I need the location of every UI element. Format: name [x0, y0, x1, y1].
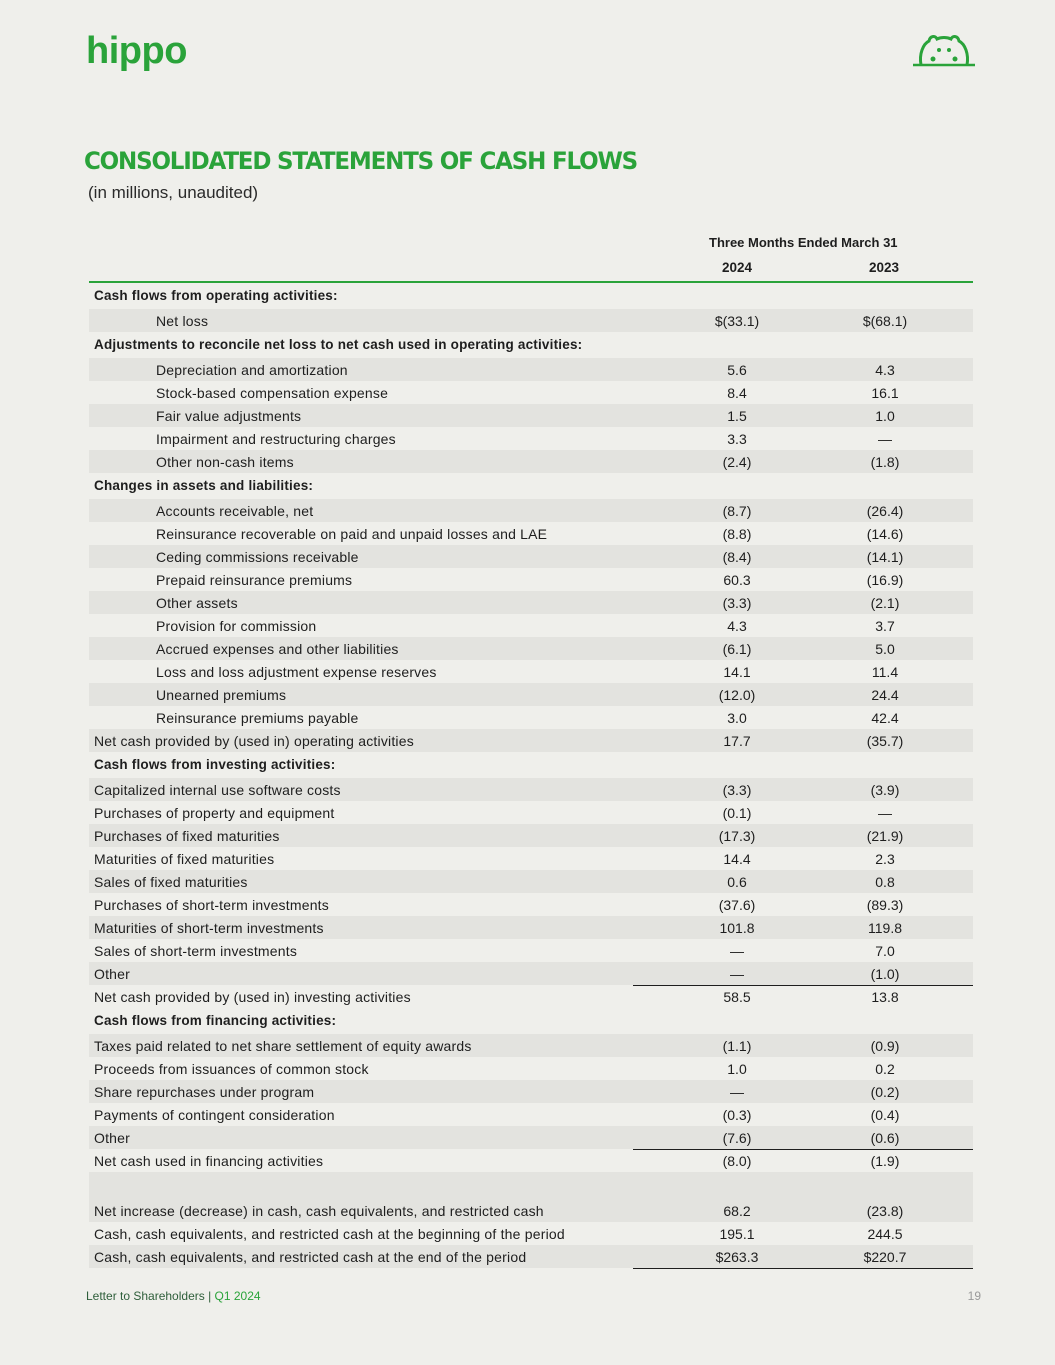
row-label: Stock-based compensation expense	[156, 384, 389, 401]
value-2024: (3.3)	[722, 781, 752, 798]
value-2024: 17.7	[723, 732, 751, 749]
value-2023: (1.0)	[870, 965, 900, 982]
section-label: Cash flows from financing activities:	[94, 1013, 337, 1028]
value-2023: (14.1)	[866, 548, 904, 565]
table-row	[89, 1222, 973, 1245]
value-2024: (2.4)	[722, 453, 752, 470]
value-2023: 4.3	[875, 361, 895, 378]
value-2023: (23.8)	[866, 1202, 904, 1219]
table-row	[89, 916, 973, 939]
row-label: Net loss	[156, 312, 209, 329]
value-2024: (8.0)	[722, 1152, 752, 1169]
table-row	[89, 1126, 973, 1149]
value-2024: 101.8	[719, 919, 755, 936]
table-row	[89, 427, 973, 450]
value-2023: 5.0	[875, 640, 895, 657]
value-2023: (14.6)	[866, 525, 904, 542]
table-year-header-row	[89, 256, 973, 283]
value-2023: (89.3)	[866, 896, 904, 913]
table-row	[89, 568, 973, 591]
row-label: Maturities of fixed maturities	[94, 850, 275, 867]
value-2023: (0.9)	[870, 1037, 900, 1054]
table-row	[89, 870, 973, 893]
row-label: Prepaid reinsurance premiums	[156, 571, 353, 588]
value-2023: (21.9)	[866, 827, 904, 844]
row-label: Provision for commission	[156, 617, 317, 634]
value-2024: 14.1	[723, 663, 751, 680]
value-2023: 119.8	[868, 919, 902, 936]
table-row	[89, 847, 973, 870]
table-row	[89, 729, 973, 752]
table-row	[89, 614, 973, 637]
value-2023: (1.8)	[870, 453, 900, 470]
value-2023: 2.3	[875, 850, 895, 867]
table-row	[89, 706, 973, 729]
row-label: Purchases of property and equipment	[94, 804, 335, 821]
row-label: Other	[94, 1129, 131, 1146]
table-row	[89, 1103, 973, 1126]
value-2024: (8.7)	[722, 502, 752, 519]
row-label: Reinsurance premiums payable	[156, 709, 359, 726]
value-2024: $(33.1)	[714, 312, 760, 329]
value-2024: (8.4)	[722, 548, 752, 565]
value-2024: 4.3	[727, 617, 747, 634]
value-2023: (0.4)	[870, 1106, 900, 1123]
table-row	[89, 358, 973, 381]
table-row	[89, 660, 973, 683]
row-label: Net cash provided by (used in) operating activities	[94, 732, 414, 749]
table-row	[89, 893, 973, 916]
value-2023: $(68.1)	[862, 312, 908, 329]
value-2024: 14.4	[723, 850, 751, 867]
value-2024: 1.5	[727, 407, 747, 424]
row-label: Reinsurance recoverable on paid and unpaid losses and LAE	[156, 525, 548, 542]
row-label: Impairment and restructuring charges	[156, 430, 396, 447]
value-2023: (1.9)	[870, 1152, 900, 1169]
row-label: Net cash provided by (used in) investing activities	[94, 988, 411, 1005]
spacer-row	[89, 1172, 973, 1199]
footer-text: Letter to Shareholders |	[86, 1289, 215, 1303]
value-2024: (37.6)	[718, 896, 756, 913]
footer-quarter: Q1 2024	[214, 1289, 261, 1303]
value-2024: —	[730, 965, 744, 982]
value-2023: 244.5	[867, 1225, 903, 1242]
row-label: Proceeds from issuances of common stock	[94, 1060, 369, 1077]
value-2023: 42.4	[871, 709, 899, 726]
value-2024: (0.3)	[722, 1106, 752, 1123]
value-2024: (1.1)	[722, 1037, 752, 1054]
row-label: Maturities of short-term investments	[94, 919, 324, 936]
value-2024: —	[730, 942, 744, 959]
value-2023: (0.6)	[870, 1129, 900, 1146]
value-2024: 3.0	[727, 709, 747, 726]
table-row	[89, 522, 973, 545]
table-row	[89, 1199, 973, 1222]
hippo-mascot-icon	[911, 32, 977, 68]
value-2024: (17.3)	[718, 827, 756, 844]
value-2023: —	[878, 804, 892, 821]
value-2024: 58.5	[723, 988, 751, 1005]
section-label: Changes in assets and liabilities:	[94, 478, 314, 493]
table-row	[89, 824, 973, 847]
table-row	[89, 637, 973, 660]
row-label: Capitalized internal use software costs	[94, 781, 341, 798]
value-2024: (8.8)	[722, 525, 752, 542]
value-2023: (3.9)	[870, 781, 900, 798]
section-label: Cash flows from investing activities:	[94, 757, 336, 772]
period-header: Three Months Ended March 31	[709, 235, 898, 250]
page-number: 19	[967, 1289, 981, 1303]
row-label: Other non-cash items	[156, 453, 294, 470]
table-row	[89, 683, 973, 706]
value-2023: $220.7	[863, 1248, 907, 1265]
section-header-row	[89, 473, 973, 499]
table-row	[89, 1034, 973, 1057]
table-row	[89, 309, 973, 332]
value-2024: —	[730, 1083, 744, 1100]
row-label: Accrued expenses and other liabilities	[156, 640, 399, 657]
hippo-logo: hippo	[86, 30, 187, 72]
row-label: Taxes paid related to net share settlement of equity awards	[94, 1037, 472, 1054]
row-label: Cash, cash equivalents, and restricted cash at the beginning of the period	[94, 1225, 565, 1242]
row-label: Depreciation and amortization	[156, 361, 348, 378]
row-label: Unearned premiums	[156, 686, 287, 703]
section-header-row	[89, 1008, 973, 1034]
value-2023: (26.4)	[866, 502, 904, 519]
value-2024: (12.0)	[718, 686, 756, 703]
row-label: Fair value adjustments	[156, 407, 302, 424]
value-2024: (0.1)	[722, 804, 752, 821]
row-label: Net increase (decrease) in cash, cash equivalents, and restricted cash	[94, 1202, 544, 1219]
table-row	[89, 1149, 973, 1172]
row-label: Ceding commissions receivable	[156, 548, 359, 565]
year-2023-header: 2023	[868, 260, 900, 275]
page-title: CONSOLIDATED STATEMENTS OF CASH FLOWS	[84, 148, 638, 176]
value-2024: 68.2	[723, 1202, 751, 1219]
table-row	[89, 545, 973, 568]
section-header-row	[89, 752, 973, 778]
value-2024: 3.3	[727, 430, 747, 447]
value-2024: (3.3)	[722, 594, 752, 611]
value-2023: 24.4	[871, 686, 899, 703]
table-body	[89, 283, 973, 1268]
table-row	[89, 591, 973, 614]
table-row	[89, 1245, 973, 1268]
table-row	[89, 962, 973, 985]
value-2023: (2.1)	[870, 594, 900, 611]
value-2023: 0.2	[875, 1060, 895, 1077]
table-row	[89, 939, 973, 962]
row-label: Share repurchases under program	[94, 1083, 315, 1100]
section-header-row	[89, 283, 973, 309]
row-label: Cash, cash equivalents, and restricted cash at the end of the period	[94, 1248, 527, 1265]
table-row	[89, 499, 973, 522]
table-row	[89, 381, 973, 404]
row-label: Net cash used in financing activities	[94, 1152, 324, 1169]
section-header-row	[89, 332, 973, 358]
value-2023: —	[878, 430, 892, 447]
value-2024: 5.6	[727, 361, 747, 378]
value-2024: (7.6)	[722, 1129, 752, 1146]
value-2024: 0.6	[727, 873, 747, 890]
value-2024: 1.0	[727, 1060, 747, 1077]
section-label: Cash flows from operating activities:	[94, 288, 338, 303]
table-group-header-row	[89, 231, 973, 256]
row-label: Other	[94, 965, 131, 982]
row-label: Sales of short-term investments	[94, 942, 298, 959]
section-label: Adjustments to reconcile net loss to net cash used in operating activities:	[94, 337, 583, 352]
value-2023: 0.8	[875, 873, 895, 890]
value-2023: (35.7)	[866, 732, 904, 749]
value-2023: (0.2)	[870, 1083, 900, 1100]
row-label: Other assets	[156, 594, 238, 611]
table-row	[89, 778, 973, 801]
value-2023: 11.4	[871, 663, 899, 680]
table-row	[89, 801, 973, 824]
cash-flow-table	[89, 231, 973, 1268]
row-label: Payments of contingent consideration	[94, 1106, 335, 1123]
row-label: Loss and loss adjustment expense reserves	[156, 663, 437, 680]
table-row	[89, 1080, 973, 1103]
row-label: Purchases of fixed maturities	[94, 827, 280, 844]
value-2023: 13.8	[871, 988, 899, 1005]
value-2023: 3.7	[875, 617, 895, 634]
table-row	[89, 450, 973, 473]
table-row	[89, 1057, 973, 1080]
value-2024: 8.4	[727, 384, 747, 401]
value-2024: $263.3	[715, 1248, 759, 1265]
row-label: Sales of fixed maturities	[94, 873, 248, 890]
row-label: Accounts receivable, net	[156, 502, 314, 519]
value-2023: (16.9)	[866, 571, 904, 588]
table-row	[89, 404, 973, 427]
value-2024: 195.1	[719, 1225, 755, 1242]
value-2023: 1.0	[875, 407, 895, 424]
value-2023: 16.1	[871, 384, 899, 401]
value-2023: 7.0	[875, 942, 895, 959]
year-2024-header: 2024	[721, 260, 753, 275]
table-row	[89, 985, 973, 1008]
row-label: Purchases of short-term investments	[94, 896, 329, 913]
footer	[86, 1289, 261, 1303]
value-2024: 60.3	[723, 571, 751, 588]
value-2024: (6.1)	[722, 640, 752, 657]
page-subtitle: (in millions, unaudited)	[88, 183, 259, 202]
